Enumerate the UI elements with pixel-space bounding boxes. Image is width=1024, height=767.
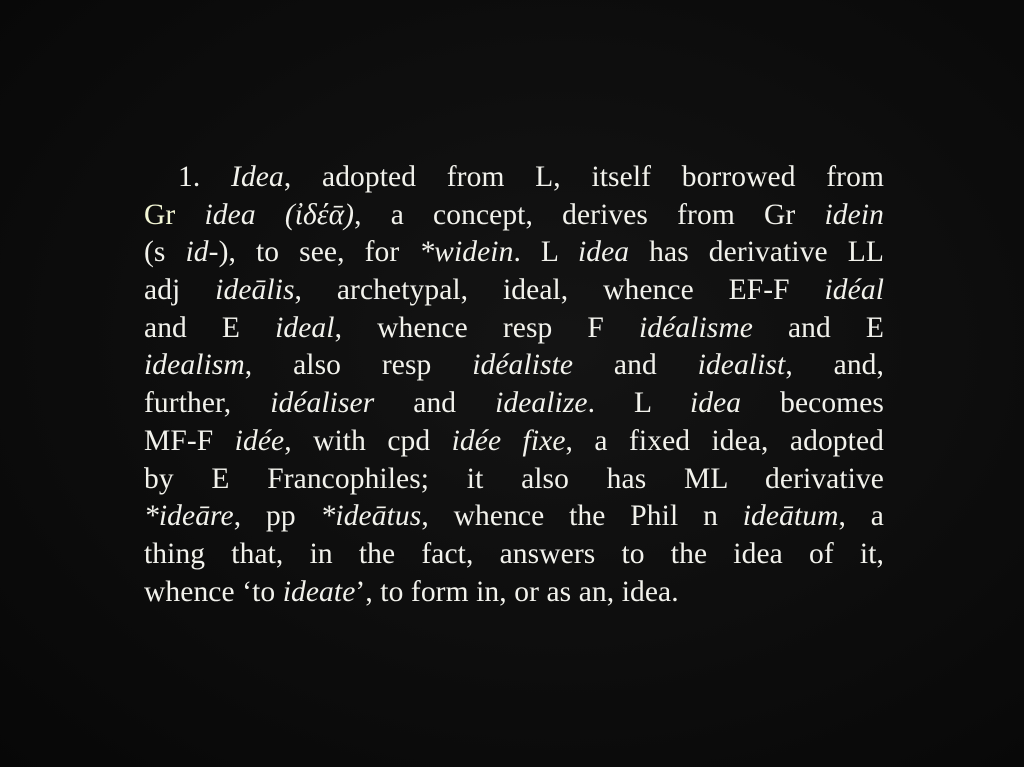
entry-line-5 [144,310,884,348]
entry-line-3 [144,234,884,272]
entry-italic-form: idealize [495,387,588,420]
entry-text-run: whence ‘to [144,575,283,608]
entry-text-run: , whence the Phil n [421,500,743,533]
entry-text-run: MF-F [144,424,235,457]
entry-text-run: has derivative LL [629,236,884,269]
entry-text-run: and [374,387,496,420]
entry-text-run: , also resp [244,349,473,382]
entry-italic-form: idealist [697,349,786,382]
entry-text-run: 1. [178,161,232,193]
entry-italic-form: id- [185,236,219,269]
entry-italic-form: *ideātus [320,500,422,533]
entry-text-run: , pp [233,500,321,533]
entry-italic-form: *widein [419,236,514,269]
entry-italic-form: idéal [824,274,884,307]
entry-text-run: , a fixed idea, adopted [565,424,885,457]
entry-italic-form: ideate [282,575,356,608]
entry-text-run: thing that, in the fact, answers to the idea of it, [144,537,884,570]
entry-text-run: , archetypal, ideal, whence EF-F [294,274,825,307]
entry-line-11 [144,536,884,574]
entry-italic-form: idéalisme [638,311,753,344]
entry-text-run: , a concept, derives from Gr [354,198,825,231]
entry-text-run: ’, to form in, or as an, idea. [355,575,679,608]
entry-text-run: , whence resp F [334,311,639,344]
entry-italic-form: idée fixe [451,424,566,457]
entry-text-run: becomes [741,387,884,420]
entry-text-run: . L [587,387,690,420]
entry-line-10 [144,498,884,536]
entry-italic-form: *ideāre [144,500,234,533]
entry-line-7 [144,385,884,423]
entry-line-9 [144,461,884,499]
entry-italic-form: idéaliste [472,349,574,382]
entry-text-run: adj [144,274,216,307]
entry-text-run: and [573,349,698,382]
entry-greek-form: idea (ἰδέᾱ) [204,198,355,231]
entry-italic-form: idéaliser [270,387,375,420]
entry-text-run: ), to see, for [218,236,420,269]
entry-text-run: , a [838,500,884,533]
entry-italic-form: idein [824,198,884,231]
entry-headword: Idea [231,161,284,193]
entry-italic-form: idée [234,424,285,457]
entry-text-run: and E [752,311,885,344]
entry-text-run: , and, [785,349,884,382]
entry-text-run: , adopted from L, itself borrowed from [283,161,884,193]
entry-line-1 [144,159,884,197]
entry-text-run: . L [513,236,578,269]
entry-italic-form: idea [577,236,630,269]
entry-line-6 [144,347,884,385]
entry-italic-form: idealism [144,349,245,382]
entry-italic-form: ideal [275,311,335,344]
etymology-entry [144,159,884,611]
entry-line-8 [144,423,884,461]
entry-italic-form: ideātum [742,500,839,533]
entry-text-run: , with cpd [284,424,452,457]
entry-text-run: Gr [144,198,205,231]
entry-line-12 [144,574,884,612]
entry-text-run: by E Francophiles; it also has ML derivative [144,462,884,495]
entry-text-run: (s [144,236,186,269]
entry-italic-form: idea [689,387,742,420]
entry-line-4 [144,272,884,310]
entry-text-run: and E [144,311,276,344]
entry-line-2 [144,197,884,235]
entry-text-run: further, [144,387,271,420]
entry-italic-form: ideālis [215,274,295,307]
